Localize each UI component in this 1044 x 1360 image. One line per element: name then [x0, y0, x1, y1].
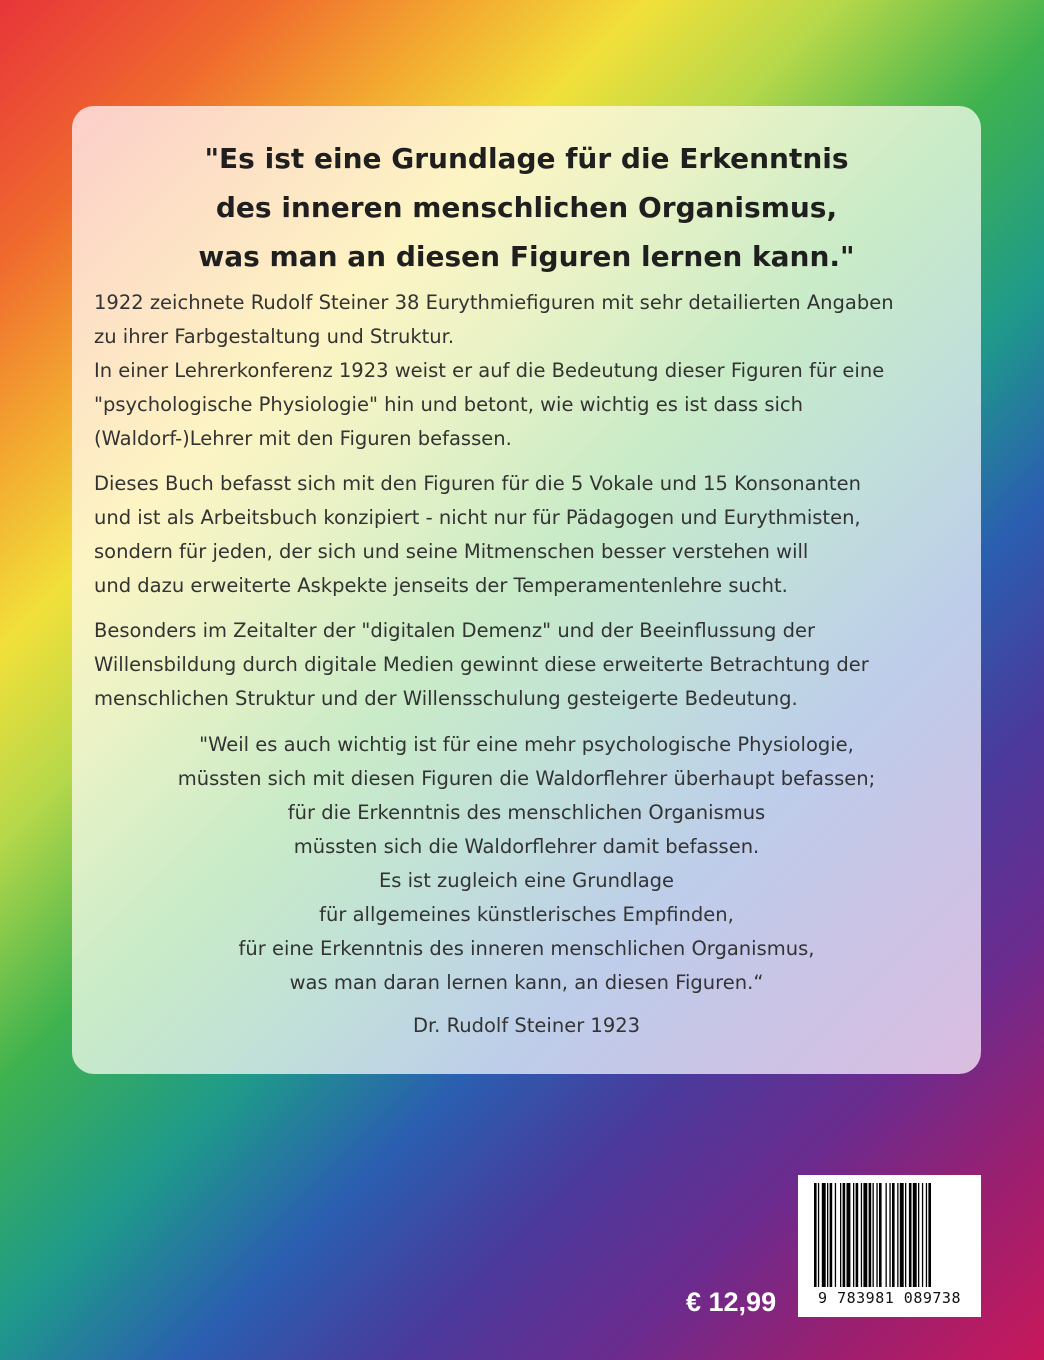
- barcode-bar: [913, 1183, 917, 1287]
- text-line: (Waldorf-)Lehrer mit den Figuren befassen.: [94, 427, 512, 450]
- quote-line: was man daran lernen kann, an diesen Figuren.“: [289, 971, 764, 994]
- price-label: € 12,99: [686, 1287, 777, 1317]
- text-line: 1922 zeichnete Rudolf Steiner 38 Eurythmiefiguren mit sehr detailierten Angaben: [94, 291, 894, 314]
- barcode-bar: [830, 1183, 833, 1287]
- headline-line: des inneren menschlichen Organismus,: [215, 191, 838, 224]
- headline-line: "Es ist eine Grundlage für die Erkenntnis: [204, 142, 849, 175]
- barcode-bar: [900, 1183, 904, 1287]
- barcode-bar: [853, 1183, 854, 1287]
- barcode-bar: [897, 1183, 898, 1287]
- quote-line: für allgemeines künstlerisches Empfinden,: [319, 903, 734, 926]
- text-panel: [72, 106, 981, 1074]
- barcode-bar: [835, 1183, 836, 1287]
- barcode-bar: [922, 1183, 923, 1287]
- barcode-bar: [879, 1183, 882, 1287]
- barcode-bar: [863, 1183, 867, 1287]
- text-line: Willensbildung durch digitale Medien gewinnt diese erweiterte Betrachtung der: [94, 653, 869, 676]
- barcode-bar: [822, 1183, 826, 1287]
- paragraph-intro: [94, 286, 964, 456]
- barcode-bar: [876, 1183, 877, 1287]
- barcode-bar: [869, 1183, 872, 1287]
- quote-line: für eine Erkenntnis des inneren menschlichen Organismus,: [238, 937, 815, 960]
- headline-quote: [72, 134, 981, 281]
- barcode-bar: [873, 1183, 874, 1287]
- barcode-bar: [909, 1183, 912, 1287]
- barcode-bar: [814, 1183, 817, 1287]
- barcode-bar: [905, 1183, 906, 1287]
- text-line: Dieses Buch befasst sich mit den Figuren für die 5 Vokale und 15 Konsonanten: [94, 472, 861, 495]
- barcode-bar: [843, 1183, 846, 1287]
- body-text: [94, 286, 964, 727]
- text-line: zu ihrer Farbgestaltung und Struktur.: [94, 325, 455, 348]
- text-line: In einer Lehrerkonferenz 1923 weist er auf die Bedeutung dieser Figuren für eine: [94, 359, 885, 382]
- barcode-bar: [889, 1183, 890, 1287]
- headline-line: was man an diesen Figuren lernen kann.": [198, 240, 855, 273]
- text-line: sondern für jeden, der sich und seine Mitmenschen besser verstehen will: [94, 540, 809, 563]
- barcode-bar: [861, 1183, 862, 1287]
- barcode-bar: [827, 1183, 828, 1287]
- quote-line: müssten sich mit diesen Figuren die Waldorflehrer überhaupt befassen;: [177, 767, 876, 790]
- barcode-bars: [814, 1183, 974, 1287]
- barcode-bar: [847, 1183, 851, 1287]
- paragraph-digital: [94, 614, 964, 716]
- text-line: "psychologische Physiologie" hin und betont, wie wichtig es ist dass sich: [94, 393, 804, 416]
- text-line: und ist als Arbeitsbuch konzipiert - nicht nur für Pädagogen und Eurythmisten,: [94, 506, 861, 529]
- barcode: [798, 1175, 981, 1317]
- isbn-number: 9 783981 089738: [818, 1289, 961, 1307]
- barcode-bar: [840, 1183, 841, 1287]
- quote-author: Dr. Rudolf Steiner 1923: [412, 1014, 641, 1037]
- quote-line: müssten sich die Waldorflehrer damit befassen.: [293, 835, 760, 858]
- barcode-bar: [818, 1183, 819, 1287]
- quote-line: "Weil es auch wichtig ist für eine mehr psychologische Physiologie,: [199, 733, 854, 756]
- barcode-bar: [892, 1183, 895, 1287]
- barcode-bar: [856, 1183, 859, 1287]
- quote-line: Es ist zugleich eine Grundlage: [378, 869, 675, 892]
- paragraph-book: [94, 467, 964, 603]
- steiner-quote: [72, 728, 981, 1000]
- text-line: menschlichen Struktur und der Willensschulung gesteigerte Bedeutung.: [94, 687, 798, 710]
- barcode-bar: [926, 1183, 927, 1287]
- barcode-bar: [918, 1183, 919, 1287]
- text-line: Besonders im Zeitalter der "digitalen Demenz" und der Beeinflussung der: [94, 619, 815, 642]
- barcode-bar: [886, 1183, 887, 1287]
- barcode-bar: [928, 1183, 931, 1287]
- text-line: und dazu erweiterte Askpekte jenseits der Temperamentenlehre sucht.: [94, 574, 788, 597]
- quote-line: für die Erkenntnis des menschlichen Organismus: [287, 801, 766, 824]
